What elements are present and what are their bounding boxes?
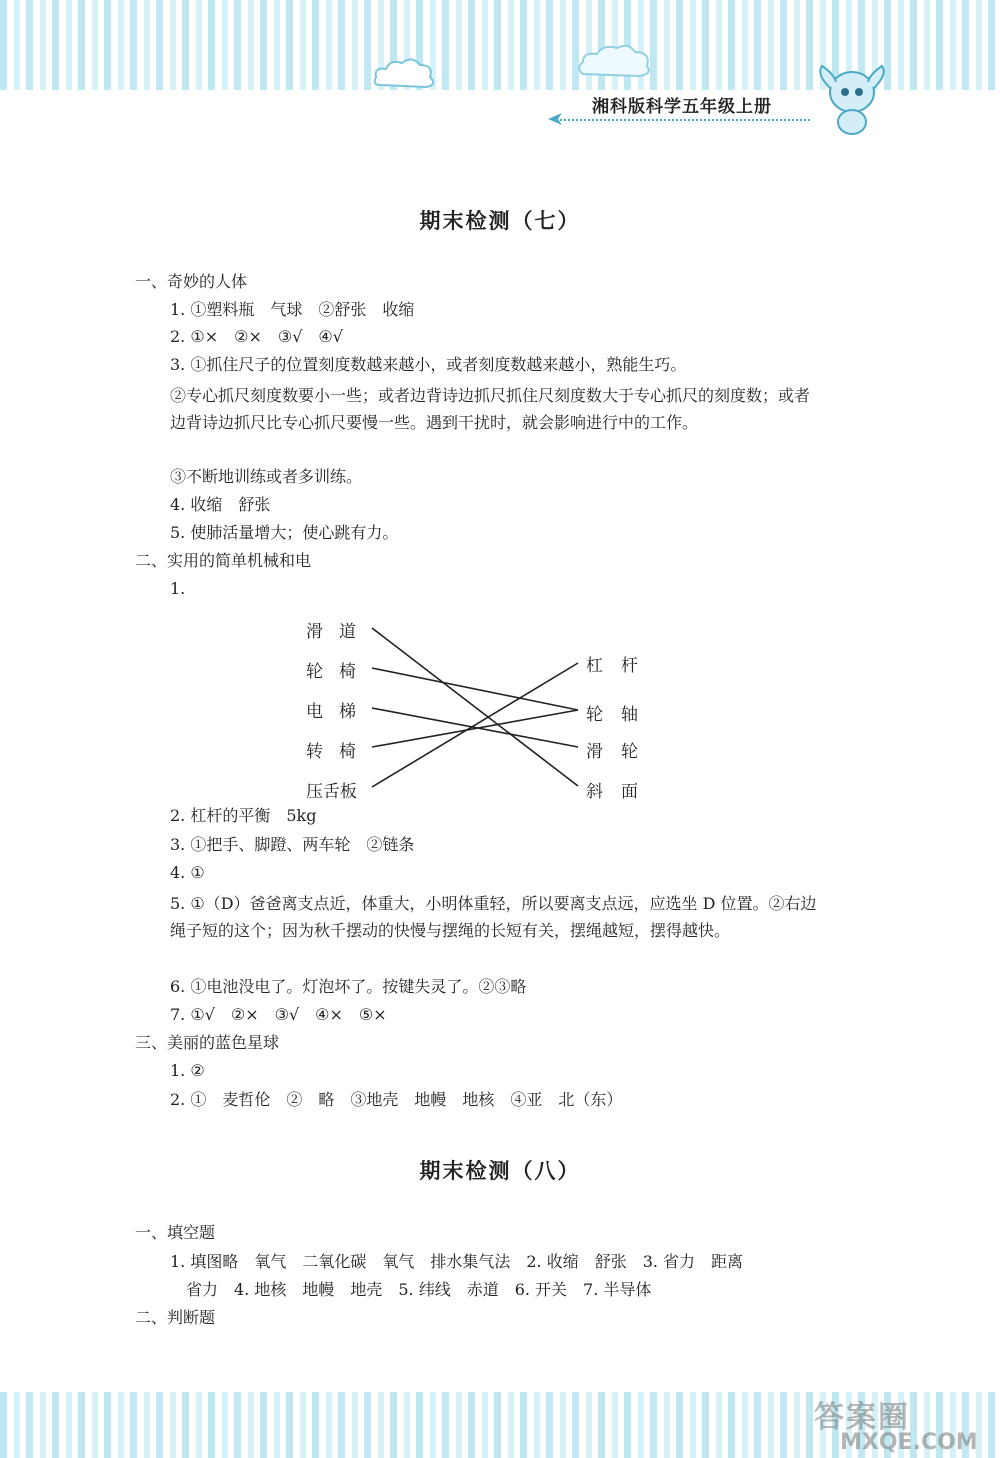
answer-line: 6. ①电池没电了。灯泡坏了。按键失灵了。②③略 (170, 977, 527, 996)
exam7-title: 期末检测（七） (419, 209, 581, 233)
book-title: 湘科版科学五年级上册 (592, 97, 772, 117)
answer-line: ③不断地训练或者多训练。 (170, 467, 363, 486)
answer-line: 2. 杠杆的平衡 5kg (170, 806, 317, 825)
match-right-item: 滑轮 (586, 742, 656, 762)
answer-line: 1. ② (170, 1061, 205, 1080)
answer-line: 5. 使肺活量增大；使心跳有力。 (170, 523, 399, 542)
match-left-item: 轮椅 (306, 662, 372, 682)
answer-paragraph: 5. ①（D）爸爸离支点近，体重大，小明体重轻，所以要离支点远，应选坐 D 位置。②右边绳子短的这个；因为秋千摆动的快慢与摆绳的长短有关，摆绳越短，摆得越快。 (170, 894, 817, 940)
match-left-item: 压舌板 (306, 782, 357, 802)
section-heading: 一、奇妙的人体 (135, 272, 248, 291)
match-line (372, 663, 578, 787)
answer-line: 省力 4. 地核 地幔 地壳 5. 纬线 赤道 6. 开关 7. 半导体 (186, 1280, 652, 1299)
match-right-item: 轮轴 (586, 705, 656, 725)
match-left-item: 转椅 (306, 742, 372, 762)
answer-line: 4. ① (170, 863, 205, 882)
answer-line: 4. 收缩 舒张 (170, 495, 271, 514)
answer-line: 1. 填图略 氧气 二氧化碳 氧气 排水集气法 2. 收缩 舒张 3. 省力 距离 (170, 1252, 744, 1271)
answer-line: 2. ①× ②× ③√ ④√ (170, 327, 343, 346)
match-line (372, 668, 578, 710)
section-heading: 二、实用的简单机械和电 (135, 551, 312, 570)
watermark (800, 1392, 1000, 1458)
match-right-item: 斜面 (586, 782, 656, 802)
watermark-text: 答案圈 (814, 1400, 910, 1435)
answer-line: 3. ①把手、脚蹬、两车轮 ②链条 (170, 835, 415, 854)
match-right-item: 杠杆 (586, 656, 656, 676)
section-heading: 一、填空题 (135, 1223, 216, 1242)
section-heading: 三、美丽的蓝色星球 (135, 1033, 280, 1052)
answer-line: 7. ①√ ②× ③√ ④× ⑤× (170, 1005, 387, 1024)
watermark-url: MXQE.COM (840, 1430, 978, 1455)
answer-line: 3. ①抓住尺子的位置刻度数越来越小，或者刻度数越来越小，熟能生巧。 (170, 355, 687, 374)
answer-line: 1. ①塑料瓶 气球 ②舒张 收缩 (170, 300, 415, 319)
match-left-item: 滑道 (306, 622, 372, 642)
match-line (372, 628, 578, 786)
answer-line: 1. (170, 579, 186, 598)
exam8-title: 期末检测（八） (419, 1159, 581, 1183)
answer-line: 2. ① 麦哲伦 ② 略 ③地壳 地幔 地核 ④亚 北（东） (170, 1090, 623, 1109)
match-left-item: 电梯 (306, 702, 372, 722)
answer-paragraph: ②专心抓尺刻度数要小一些；或者边背诗边抓尺抓住尺刻度数大于专心抓尺的刻度数；或者边背诗边抓尺比专心抓尺要慢一些。遇到干扰时，就会影响进行中的工作。 (170, 386, 811, 432)
section-heading: 二、判断题 (135, 1308, 216, 1327)
